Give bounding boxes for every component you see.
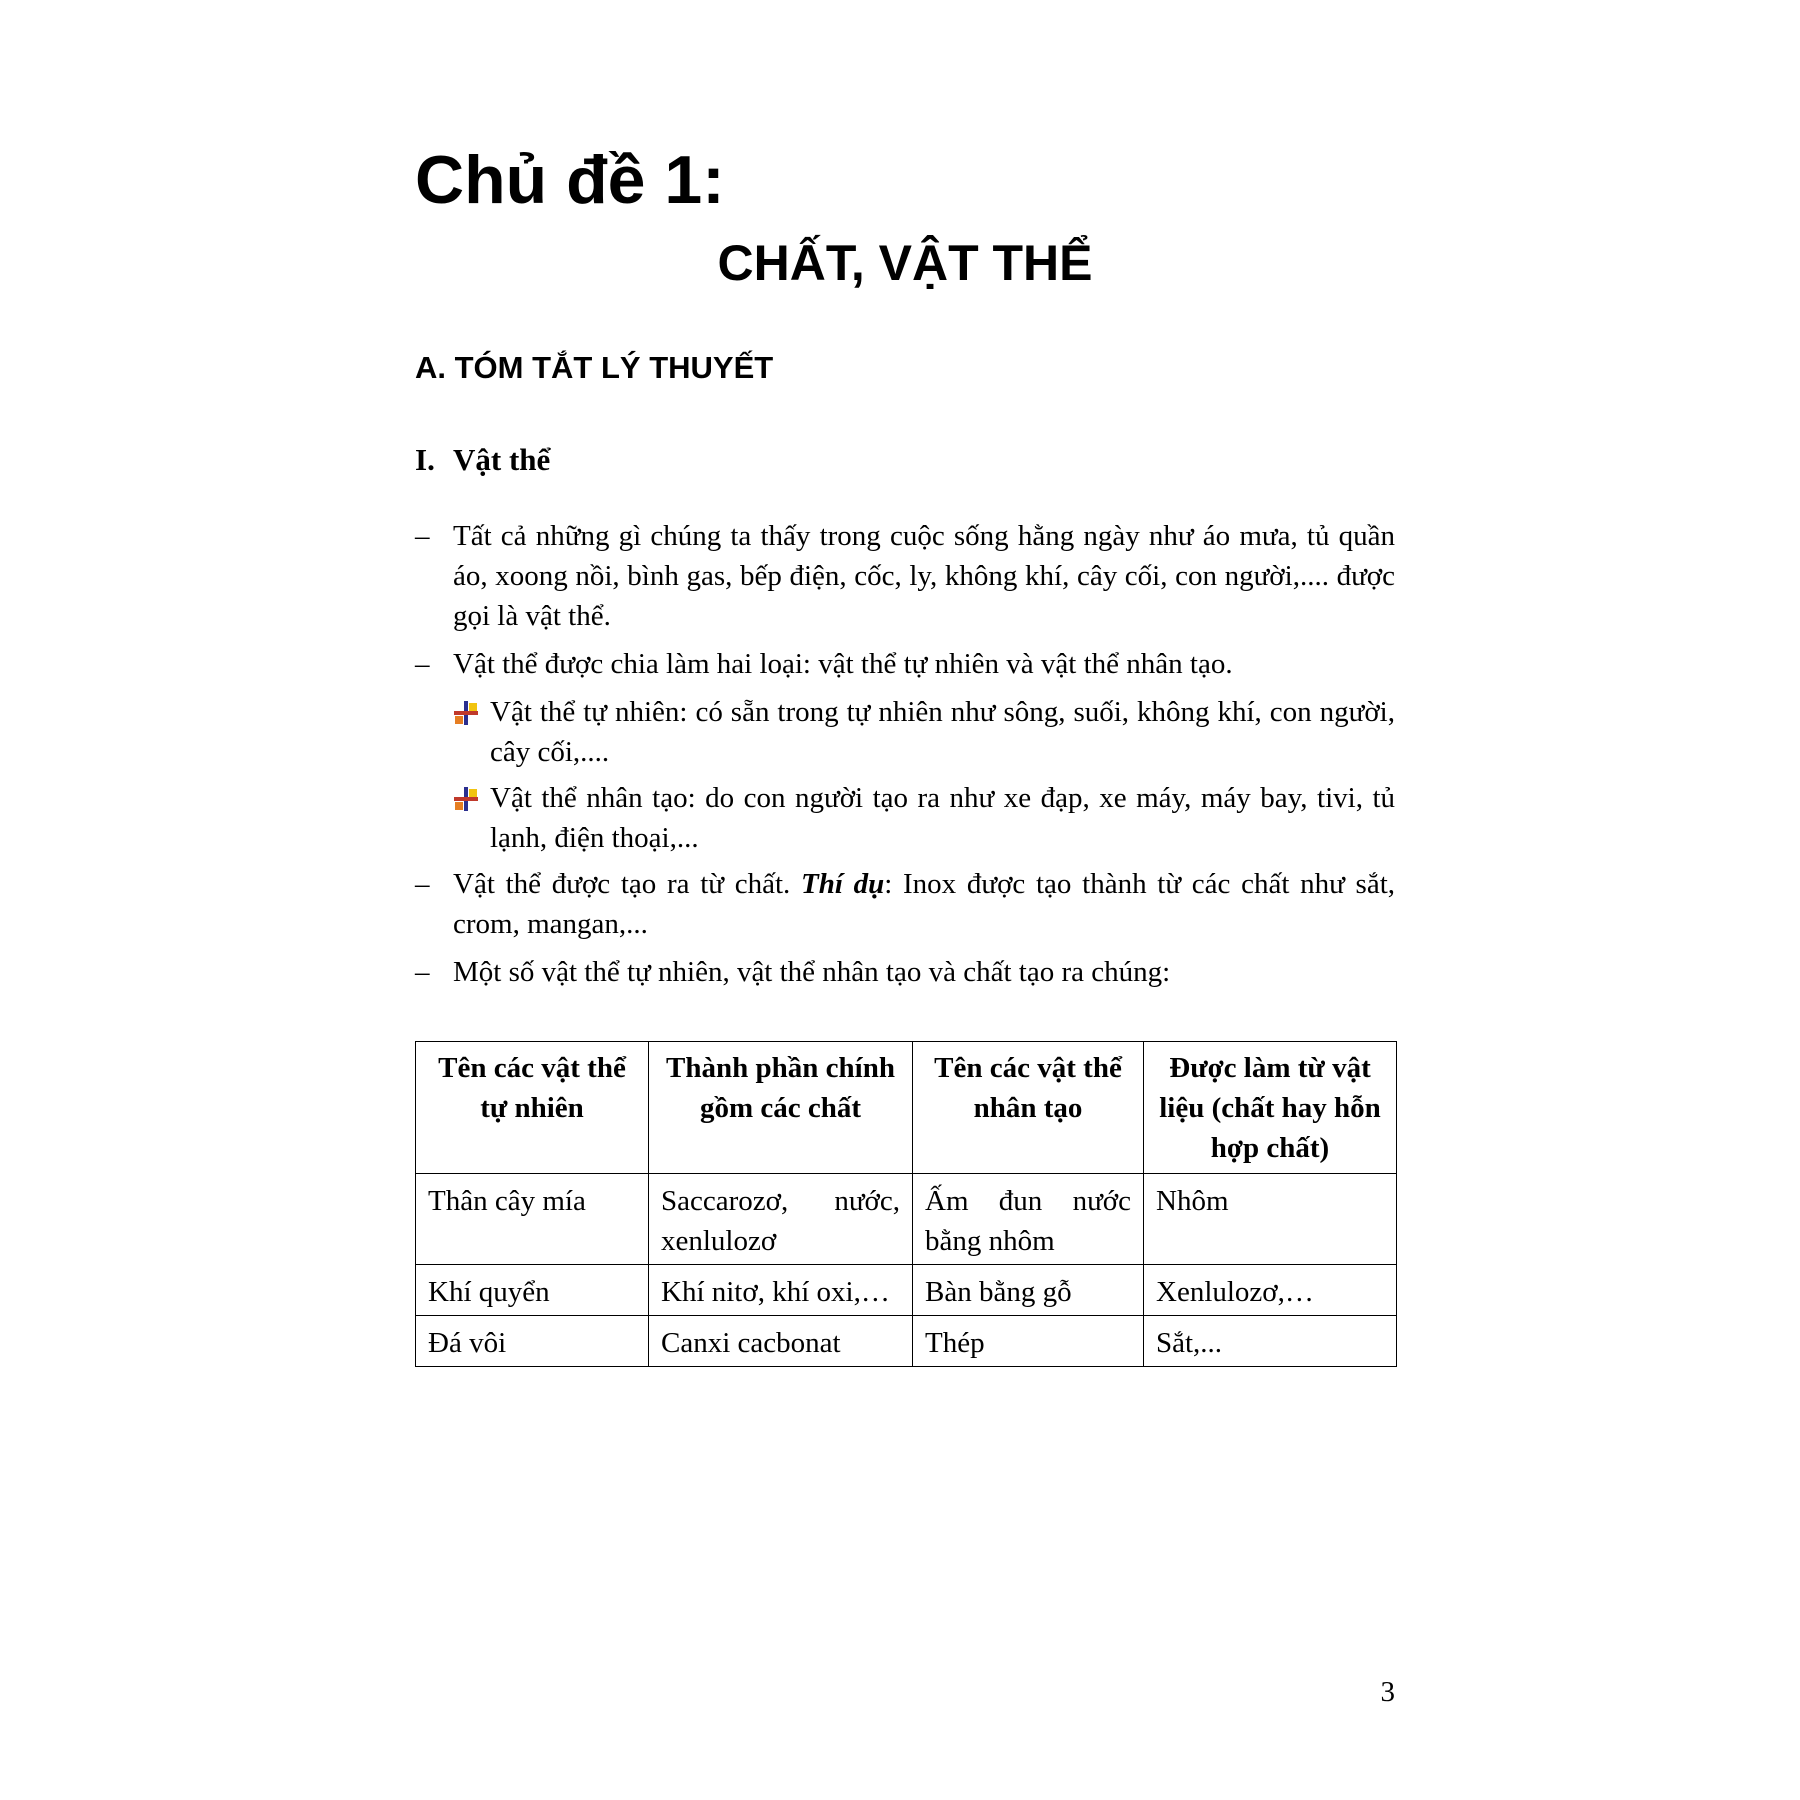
table-cell: Bàn bằng gỗ <box>913 1265 1144 1316</box>
paragraph-text: Vật thể được chia làm hai loại: vật thể tự nhiên và vật thể nhân tạo. <box>453 648 1233 680</box>
table-cell: Sắt,... <box>1144 1316 1397 1367</box>
table-row <box>416 1265 1397 1316</box>
table-cell: Thân cây mía <box>416 1174 649 1265</box>
bullet-item-artificial <box>453 778 1395 858</box>
plus-cross-icon <box>453 700 479 726</box>
paragraph-2 <box>415 644 1395 684</box>
paragraph-text: Vật thể được tạo ra từ chất. <box>453 868 801 900</box>
table-cell: Xenlulozơ,… <box>1144 1265 1397 1316</box>
table-cell: Canxi cacbonat <box>649 1316 913 1367</box>
objects-substances-table <box>415 1041 1397 1367</box>
subsection-title: Vật thể <box>453 442 551 477</box>
table-header-cell: Thành phần chính gồm các chất <box>649 1042 913 1174</box>
table-cell: Nhôm <box>1144 1174 1397 1265</box>
table-cell: Khí quyển <box>416 1265 649 1316</box>
paragraph-text: Tất cả những gì chúng ta thấy trong cuộc sống hằng ngày như áo mưa, tủ quần áo, xoong nồi, bình gas, bếp điện, cốc, ly, không khí, cây cối, con người,.... được gọi là vật thể. <box>453 520 1395 632</box>
table-row <box>416 1174 1397 1265</box>
plus-cross-icon <box>453 786 479 812</box>
table-header-cell: Tên các vật thể nhân tạo <box>913 1042 1144 1174</box>
table-header-cell: Được làm từ vật liệu (chất hay hỗn hợp chất) <box>1144 1042 1397 1174</box>
dash-marker: – <box>415 956 430 988</box>
dash-marker: – <box>415 868 430 900</box>
table-cell: Đá vôi <box>416 1316 649 1367</box>
table-cell: Saccarozơ, nước, xenlulozơ <box>649 1174 913 1265</box>
section-heading: A. TÓM TẮT LÝ THUYẾT <box>415 350 774 385</box>
paragraph-3 <box>415 864 1395 944</box>
subsection-number: I. <box>415 442 435 477</box>
page-number: 3 <box>1380 1676 1395 1708</box>
table-cell: Ấm đun nước bằng nhôm <box>913 1174 1144 1265</box>
paragraph-text: : Inox được tạo thành từ các chất như sắt, crom, mangan,... <box>453 868 1395 940</box>
table-cell: Thép <box>913 1316 1144 1367</box>
table-row <box>416 1316 1397 1367</box>
example-label: Thí dụ <box>800 868 885 900</box>
bullet-item-natural <box>453 692 1395 772</box>
table-header-row <box>416 1042 1397 1174</box>
paragraph-text: Một số vật thể tự nhiên, vật thể nhân tạo và chất tạo ra chúng: <box>453 956 1171 988</box>
table-header-cell: Tên các vật thể tự nhiên <box>416 1042 649 1174</box>
dash-marker: – <box>415 648 430 680</box>
subsection-heading <box>415 440 550 480</box>
dash-marker: – <box>415 520 430 552</box>
chapter-subtitle: CHẤT, VẬT THỂ <box>717 235 1093 291</box>
bullet-text: Vật thể tự nhiên: có sẵn trong tự nhiên như sông, suối, không khí, con người, cây cối,.... <box>490 696 1395 768</box>
body-text <box>415 516 1395 1000</box>
table-cell: Khí nitơ, khí oxi,… <box>649 1265 913 1316</box>
paragraph-1 <box>415 516 1395 636</box>
paragraph-4 <box>415 952 1395 992</box>
chapter-title: Chủ đề 1: <box>415 142 725 218</box>
bullet-text: Vật thể nhân tạo: do con người tạo ra như xe đạp, xe máy, máy bay, tivi, tủ lạnh, điện thoại,... <box>490 782 1395 854</box>
